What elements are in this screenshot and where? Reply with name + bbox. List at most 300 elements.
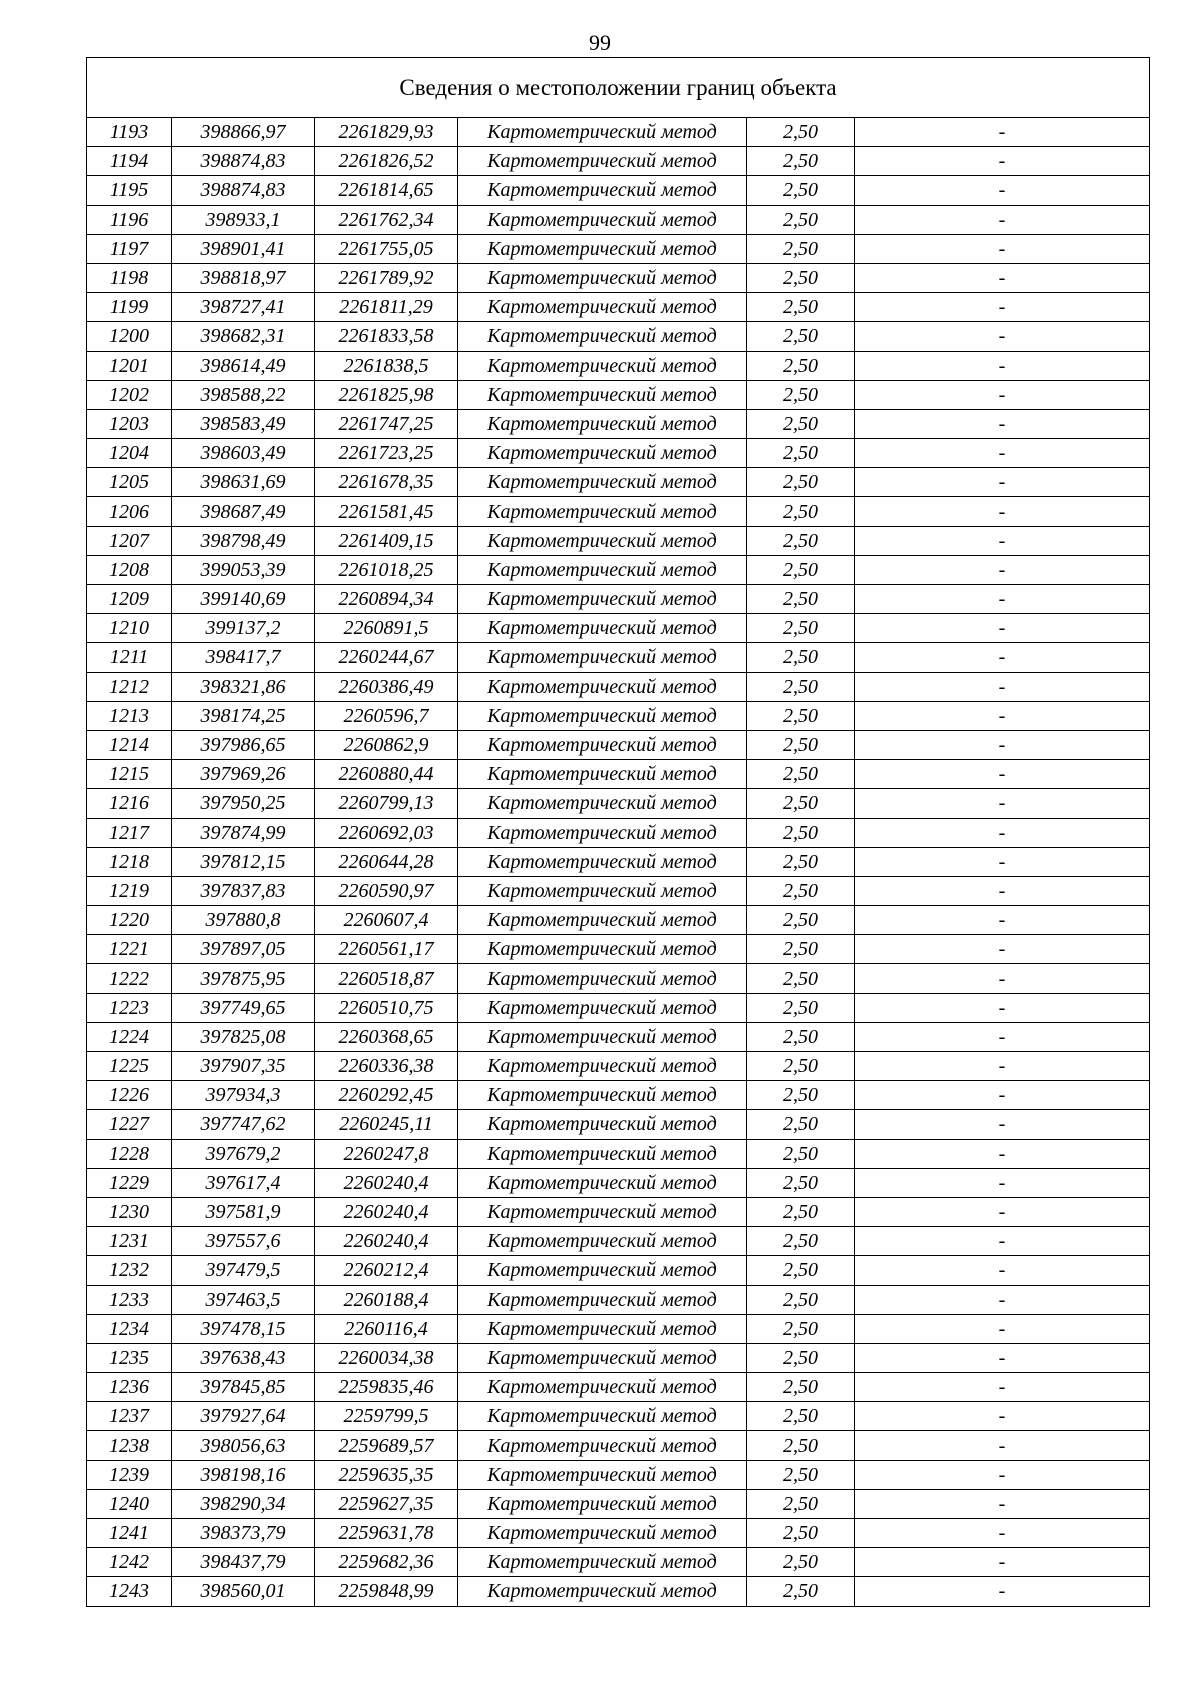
cell-coordinate-x: 398198,16 [172, 1460, 315, 1489]
cell-description: - [855, 147, 1150, 176]
cell-point-number: 1208 [87, 555, 172, 584]
cell-point-number: 1236 [87, 1373, 172, 1402]
cell-coordinate-x: 397679,2 [172, 1139, 315, 1168]
cell-coordinate-x: 397897,05 [172, 935, 315, 964]
cell-method: Картометрический метод [458, 118, 747, 147]
cell-coordinate-x: 397950,25 [172, 789, 315, 818]
cell-coordinate-x: 397749,65 [172, 993, 315, 1022]
cell-coordinate-x: 398603,49 [172, 439, 315, 468]
cell-coordinate-x: 398056,63 [172, 1431, 315, 1460]
table-row [87, 672, 1150, 701]
cell-coordinate-y: 2260518,87 [315, 964, 458, 993]
cell-method: Картометрический метод [458, 1139, 747, 1168]
cell-description: - [855, 1168, 1150, 1197]
cell-method: Картометрический метод [458, 1548, 747, 1577]
cell-description: - [855, 1052, 1150, 1081]
table-row [87, 1402, 1150, 1431]
cell-description: - [855, 1373, 1150, 1402]
cell-method: Картометрический метод [458, 847, 747, 876]
table-row [87, 1373, 1150, 1402]
cell-coordinate-y: 2260244,67 [315, 643, 458, 672]
cell-coordinate-x: 399137,2 [172, 614, 315, 643]
cell-coordinate-y: 2261789,92 [315, 263, 458, 292]
cell-coordinate-x: 398437,79 [172, 1548, 315, 1577]
cell-coordinate-x: 397825,08 [172, 1022, 315, 1051]
cell-coordinate-y: 2260292,45 [315, 1081, 458, 1110]
cell-description: - [855, 118, 1150, 147]
cell-method: Картометрический метод [458, 409, 747, 438]
cell-point-number: 1223 [87, 993, 172, 1022]
cell-accuracy: 2,50 [747, 614, 855, 643]
cell-coordinate-x: 398687,49 [172, 497, 315, 526]
cell-description: - [855, 526, 1150, 555]
cell-description: - [855, 293, 1150, 322]
cell-accuracy: 2,50 [747, 322, 855, 351]
cell-accuracy: 2,50 [747, 468, 855, 497]
cell-accuracy: 2,50 [747, 1285, 855, 1314]
table-row [87, 935, 1150, 964]
cell-method: Картометрический метод [458, 1519, 747, 1548]
cell-coordinate-y: 2259627,35 [315, 1489, 458, 1518]
cell-description: - [855, 1402, 1150, 1431]
cell-method: Картометрический метод [458, 876, 747, 905]
cell-accuracy: 2,50 [747, 1022, 855, 1051]
cell-coordinate-y: 2260240,4 [315, 1168, 458, 1197]
cell-method: Картометрический метод [458, 439, 747, 468]
table-row [87, 322, 1150, 351]
cell-accuracy: 2,50 [747, 526, 855, 555]
cell-accuracy: 2,50 [747, 876, 855, 905]
cell-description: - [855, 1256, 1150, 1285]
cell-point-number: 1216 [87, 789, 172, 818]
cell-point-number: 1230 [87, 1197, 172, 1226]
cell-method: Картометрический метод [458, 1489, 747, 1518]
cell-accuracy: 2,50 [747, 1431, 855, 1460]
cell-coordinate-x: 398727,41 [172, 293, 315, 322]
cell-coordinate-y: 2260891,5 [315, 614, 458, 643]
cell-coordinate-x: 397845,85 [172, 1373, 315, 1402]
cell-method: Картометрический метод [458, 789, 747, 818]
cell-description: - [855, 1519, 1150, 1548]
cell-coordinate-x: 397837,83 [172, 876, 315, 905]
cell-coordinate-y: 2260386,49 [315, 672, 458, 701]
cell-method: Картометрический метод [458, 555, 747, 584]
cell-point-number: 1210 [87, 614, 172, 643]
cell-accuracy: 2,50 [747, 906, 855, 935]
cell-description: - [855, 468, 1150, 497]
cell-description: - [855, 1489, 1150, 1518]
cell-method: Картометрический метод [458, 1256, 747, 1285]
cell-coordinate-y: 2260034,38 [315, 1343, 458, 1372]
cell-method: Картометрический метод [458, 380, 747, 409]
cell-method: Картометрический метод [458, 935, 747, 964]
cell-point-number: 1204 [87, 439, 172, 468]
cell-accuracy: 2,50 [747, 409, 855, 438]
cell-point-number: 1218 [87, 847, 172, 876]
cell-coordinate-y: 2260692,03 [315, 818, 458, 847]
cell-method: Картометрический метод [458, 643, 747, 672]
table-row [87, 409, 1150, 438]
cell-method: Картометрический метод [458, 964, 747, 993]
cell-method: Картометрический метод [458, 468, 747, 497]
cell-accuracy: 2,50 [747, 730, 855, 759]
cell-description: - [855, 1227, 1150, 1256]
table-row [87, 1314, 1150, 1343]
table-body [87, 118, 1150, 1607]
cell-description: - [855, 672, 1150, 701]
table-row [87, 205, 1150, 234]
table-row [87, 380, 1150, 409]
cell-coordinate-y: 2259835,46 [315, 1373, 458, 1402]
cell-method: Картометрический метод [458, 205, 747, 234]
cell-point-number: 1219 [87, 876, 172, 905]
cell-coordinate-x: 399053,39 [172, 555, 315, 584]
cell-method: Картометрический метод [458, 147, 747, 176]
cell-coordinate-y: 2259635,35 [315, 1460, 458, 1489]
cell-description: - [855, 555, 1150, 584]
table-row [87, 818, 1150, 847]
table-row [87, 1052, 1150, 1081]
cell-coordinate-y: 2260247,8 [315, 1139, 458, 1168]
cell-coordinate-y: 2260862,9 [315, 730, 458, 759]
cell-coordinate-y: 2261762,34 [315, 205, 458, 234]
cell-coordinate-y: 2261826,52 [315, 147, 458, 176]
cell-coordinate-x: 397907,35 [172, 1052, 315, 1081]
cell-coordinate-y: 2261755,05 [315, 234, 458, 263]
table-row [87, 643, 1150, 672]
table-row [87, 293, 1150, 322]
cell-accuracy: 2,50 [747, 497, 855, 526]
cell-coordinate-y: 2261838,5 [315, 351, 458, 380]
table-row [87, 439, 1150, 468]
cell-description: - [855, 1548, 1150, 1577]
cell-coordinate-y: 2260116,4 [315, 1314, 458, 1343]
cell-coordinate-x: 397969,26 [172, 760, 315, 789]
cell-coordinate-x: 397463,5 [172, 1285, 315, 1314]
boundary-coordinates-table [86, 57, 1150, 1607]
cell-coordinate-y: 2261814,65 [315, 176, 458, 205]
cell-coordinate-x: 397478,15 [172, 1314, 315, 1343]
cell-accuracy: 2,50 [747, 1548, 855, 1577]
cell-description: - [855, 1314, 1150, 1343]
cell-point-number: 1203 [87, 409, 172, 438]
cell-coordinate-x: 397638,43 [172, 1343, 315, 1372]
cell-accuracy: 2,50 [747, 1110, 855, 1139]
cell-coordinate-y: 2261409,15 [315, 526, 458, 555]
cell-description: - [855, 935, 1150, 964]
cell-accuracy: 2,50 [747, 380, 855, 409]
cell-method: Картометрический метод [458, 672, 747, 701]
cell-coordinate-x: 397927,64 [172, 1402, 315, 1431]
cell-point-number: 1197 [87, 234, 172, 263]
cell-method: Картометрический метод [458, 1022, 747, 1051]
cell-accuracy: 2,50 [747, 234, 855, 263]
cell-coordinate-x: 397479,5 [172, 1256, 315, 1285]
cell-description: - [855, 847, 1150, 876]
cell-coordinate-x: 398874,83 [172, 176, 315, 205]
cell-method: Картометрический метод [458, 1227, 747, 1256]
cell-coordinate-y: 2259682,36 [315, 1548, 458, 1577]
cell-point-number: 1195 [87, 176, 172, 205]
cell-coordinate-x: 398874,83 [172, 147, 315, 176]
cell-accuracy: 2,50 [747, 964, 855, 993]
cell-accuracy: 2,50 [747, 176, 855, 205]
cell-point-number: 1241 [87, 1519, 172, 1548]
table-row [87, 1489, 1150, 1518]
cell-accuracy: 2,50 [747, 1139, 855, 1168]
cell-description: - [855, 234, 1150, 263]
cell-point-number: 1206 [87, 497, 172, 526]
table-row [87, 1256, 1150, 1285]
cell-point-number: 1239 [87, 1460, 172, 1489]
cell-description: - [855, 614, 1150, 643]
table-row [87, 497, 1150, 526]
cell-coordinate-y: 2260336,38 [315, 1052, 458, 1081]
cell-accuracy: 2,50 [747, 1052, 855, 1081]
cell-point-number: 1231 [87, 1227, 172, 1256]
cell-coordinate-y: 2260644,28 [315, 847, 458, 876]
cell-coordinate-y: 2259631,78 [315, 1519, 458, 1548]
cell-accuracy: 2,50 [747, 818, 855, 847]
table-row [87, 1343, 1150, 1372]
cell-accuracy: 2,50 [747, 205, 855, 234]
cell-description: - [855, 964, 1150, 993]
cell-description: - [855, 176, 1150, 205]
cell-accuracy: 2,50 [747, 672, 855, 701]
cell-description: - [855, 993, 1150, 1022]
table-row [87, 1197, 1150, 1226]
cell-description: - [855, 351, 1150, 380]
table-row [87, 1168, 1150, 1197]
table-row [87, 263, 1150, 292]
cell-coordinate-y: 2261829,93 [315, 118, 458, 147]
cell-method: Картометрический метод [458, 1314, 747, 1343]
cell-accuracy: 2,50 [747, 701, 855, 730]
cell-coordinate-x: 398588,22 [172, 380, 315, 409]
cell-accuracy: 2,50 [747, 555, 855, 584]
cell-point-number: 1199 [87, 293, 172, 322]
cell-coordinate-y: 2261581,45 [315, 497, 458, 526]
cell-method: Картометрический метод [458, 1168, 747, 1197]
cell-accuracy: 2,50 [747, 263, 855, 292]
cell-accuracy: 2,50 [747, 1489, 855, 1518]
cell-point-number: 1229 [87, 1168, 172, 1197]
cell-point-number: 1193 [87, 118, 172, 147]
cell-accuracy: 2,50 [747, 439, 855, 468]
cell-description: - [855, 380, 1150, 409]
cell-description: - [855, 439, 1150, 468]
cell-method: Картометрический метод [458, 730, 747, 759]
table-row [87, 1110, 1150, 1139]
cell-point-number: 1202 [87, 380, 172, 409]
table-header-row [87, 58, 1150, 118]
cell-coordinate-x: 397617,4 [172, 1168, 315, 1197]
cell-coordinate-x: 398798,49 [172, 526, 315, 555]
cell-description: - [855, 263, 1150, 292]
table-row [87, 1081, 1150, 1110]
table-row [87, 1460, 1150, 1489]
cell-method: Картометрический метод [458, 818, 747, 847]
cell-coordinate-y: 2260799,13 [315, 789, 458, 818]
cell-method: Картометрический метод [458, 497, 747, 526]
cell-description: - [855, 643, 1150, 672]
table-row [87, 1139, 1150, 1168]
cell-coordinate-x: 397986,65 [172, 730, 315, 759]
cell-accuracy: 2,50 [747, 789, 855, 818]
cell-coordinate-y: 2260245,11 [315, 1110, 458, 1139]
cell-coordinate-y: 2260880,44 [315, 760, 458, 789]
cell-coordinate-x: 397747,62 [172, 1110, 315, 1139]
cell-coordinate-x: 397874,99 [172, 818, 315, 847]
cell-description: - [855, 1431, 1150, 1460]
cell-method: Картометрический метод [458, 1110, 747, 1139]
cell-description: - [855, 789, 1150, 818]
cell-coordinate-x: 398373,79 [172, 1519, 315, 1548]
cell-coordinate-x: 397557,6 [172, 1227, 315, 1256]
cell-point-number: 1214 [87, 730, 172, 759]
table-row [87, 555, 1150, 584]
cell-accuracy: 2,50 [747, 935, 855, 964]
cell-method: Картометрический метод [458, 993, 747, 1022]
cell-point-number: 1234 [87, 1314, 172, 1343]
cell-coordinate-x: 398321,86 [172, 672, 315, 701]
cell-point-number: 1220 [87, 906, 172, 935]
cell-method: Картометрический метод [458, 585, 747, 614]
cell-accuracy: 2,50 [747, 993, 855, 1022]
table-row [87, 701, 1150, 730]
cell-method: Картометрический метод [458, 176, 747, 205]
cell-point-number: 1235 [87, 1343, 172, 1372]
cell-description: - [855, 1022, 1150, 1051]
cell-point-number: 1201 [87, 351, 172, 380]
cell-coordinate-y: 2259799,5 [315, 1402, 458, 1431]
cell-coordinate-y: 2260212,4 [315, 1256, 458, 1285]
cell-accuracy: 2,50 [747, 1577, 855, 1606]
cell-coordinate-y: 2261811,29 [315, 293, 458, 322]
cell-coordinate-x: 397875,95 [172, 964, 315, 993]
cell-coordinate-y: 2260607,4 [315, 906, 458, 935]
cell-accuracy: 2,50 [747, 351, 855, 380]
cell-accuracy: 2,50 [747, 1227, 855, 1256]
cell-coordinate-x: 397934,3 [172, 1081, 315, 1110]
cell-accuracy: 2,50 [747, 1314, 855, 1343]
cell-coordinate-y: 2259848,99 [315, 1577, 458, 1606]
cell-method: Картометрический метод [458, 1285, 747, 1314]
table-row [87, 118, 1150, 147]
cell-description: - [855, 1139, 1150, 1168]
cell-description: - [855, 1343, 1150, 1372]
cell-description: - [855, 1460, 1150, 1489]
cell-method: Картометрический метод [458, 701, 747, 730]
table-row [87, 876, 1150, 905]
cell-coordinate-y: 2261833,58 [315, 322, 458, 351]
cell-description: - [855, 730, 1150, 759]
cell-coordinate-y: 2260590,97 [315, 876, 458, 905]
cell-coordinate-y: 2260368,65 [315, 1022, 458, 1051]
cell-accuracy: 2,50 [747, 1168, 855, 1197]
table-row [87, 1548, 1150, 1577]
cell-coordinate-y: 2260561,17 [315, 935, 458, 964]
cell-accuracy: 2,50 [747, 1460, 855, 1489]
cell-point-number: 1212 [87, 672, 172, 701]
cell-coordinate-y: 2261018,25 [315, 555, 458, 584]
table-row [87, 585, 1150, 614]
cell-method: Картометрический метод [458, 1431, 747, 1460]
cell-point-number: 1196 [87, 205, 172, 234]
cell-description: - [855, 1110, 1150, 1139]
cell-accuracy: 2,50 [747, 118, 855, 147]
table-row [87, 730, 1150, 759]
cell-method: Картометрический метод [458, 1577, 747, 1606]
cell-coordinate-y: 2260240,4 [315, 1197, 458, 1226]
cell-accuracy: 2,50 [747, 1197, 855, 1226]
cell-method: Картометрический метод [458, 1052, 747, 1081]
cell-accuracy: 2,50 [747, 147, 855, 176]
cell-method: Картометрический метод [458, 1197, 747, 1226]
cell-point-number: 1213 [87, 701, 172, 730]
table-row [87, 614, 1150, 643]
cell-method: Картометрический метод [458, 526, 747, 555]
cell-point-number: 1205 [87, 468, 172, 497]
page-number: 99 [589, 30, 611, 55]
cell-point-number: 1194 [87, 147, 172, 176]
cell-description: - [855, 760, 1150, 789]
cell-description: - [855, 497, 1150, 526]
cell-coordinate-y: 2261747,25 [315, 409, 458, 438]
cell-accuracy: 2,50 [747, 293, 855, 322]
table-row [87, 760, 1150, 789]
cell-point-number: 1207 [87, 526, 172, 555]
table-row [87, 847, 1150, 876]
cell-method: Картометрический метод [458, 351, 747, 380]
table-row [87, 468, 1150, 497]
cell-coordinate-y: 2259689,57 [315, 1431, 458, 1460]
cell-coordinate-x: 398933,1 [172, 205, 315, 234]
cell-method: Картометрический метод [458, 1343, 747, 1372]
cell-coordinate-x: 398901,41 [172, 234, 315, 263]
table-row [87, 176, 1150, 205]
cell-accuracy: 2,50 [747, 847, 855, 876]
cell-description: - [855, 409, 1150, 438]
cell-coordinate-x: 397581,9 [172, 1197, 315, 1226]
cell-method: Картометрический метод [458, 906, 747, 935]
table-row [87, 526, 1150, 555]
cell-method: Картометрический метод [458, 1081, 747, 1110]
cell-method: Картометрический метод [458, 263, 747, 292]
cell-method: Картометрический метод [458, 760, 747, 789]
cell-point-number: 1224 [87, 1022, 172, 1051]
table-row [87, 1022, 1150, 1051]
cell-coordinate-x: 398682,31 [172, 322, 315, 351]
cell-coordinate-x: 398417,7 [172, 643, 315, 672]
cell-description: - [855, 322, 1150, 351]
cell-point-number: 1228 [87, 1139, 172, 1168]
cell-method: Картометрический метод [458, 234, 747, 263]
cell-point-number: 1232 [87, 1256, 172, 1285]
cell-point-number: 1198 [87, 263, 172, 292]
cell-accuracy: 2,50 [747, 1373, 855, 1402]
cell-method: Картометрический метод [458, 614, 747, 643]
cell-description: - [855, 1577, 1150, 1606]
cell-method: Картометрический метод [458, 293, 747, 322]
cell-coordinate-y: 2260240,4 [315, 1227, 458, 1256]
cell-coordinate-x: 397812,15 [172, 847, 315, 876]
cell-accuracy: 2,50 [747, 643, 855, 672]
cell-point-number: 1238 [87, 1431, 172, 1460]
cell-coordinate-x: 398290,34 [172, 1489, 315, 1518]
cell-point-number: 1225 [87, 1052, 172, 1081]
cell-coordinate-x: 398631,69 [172, 468, 315, 497]
